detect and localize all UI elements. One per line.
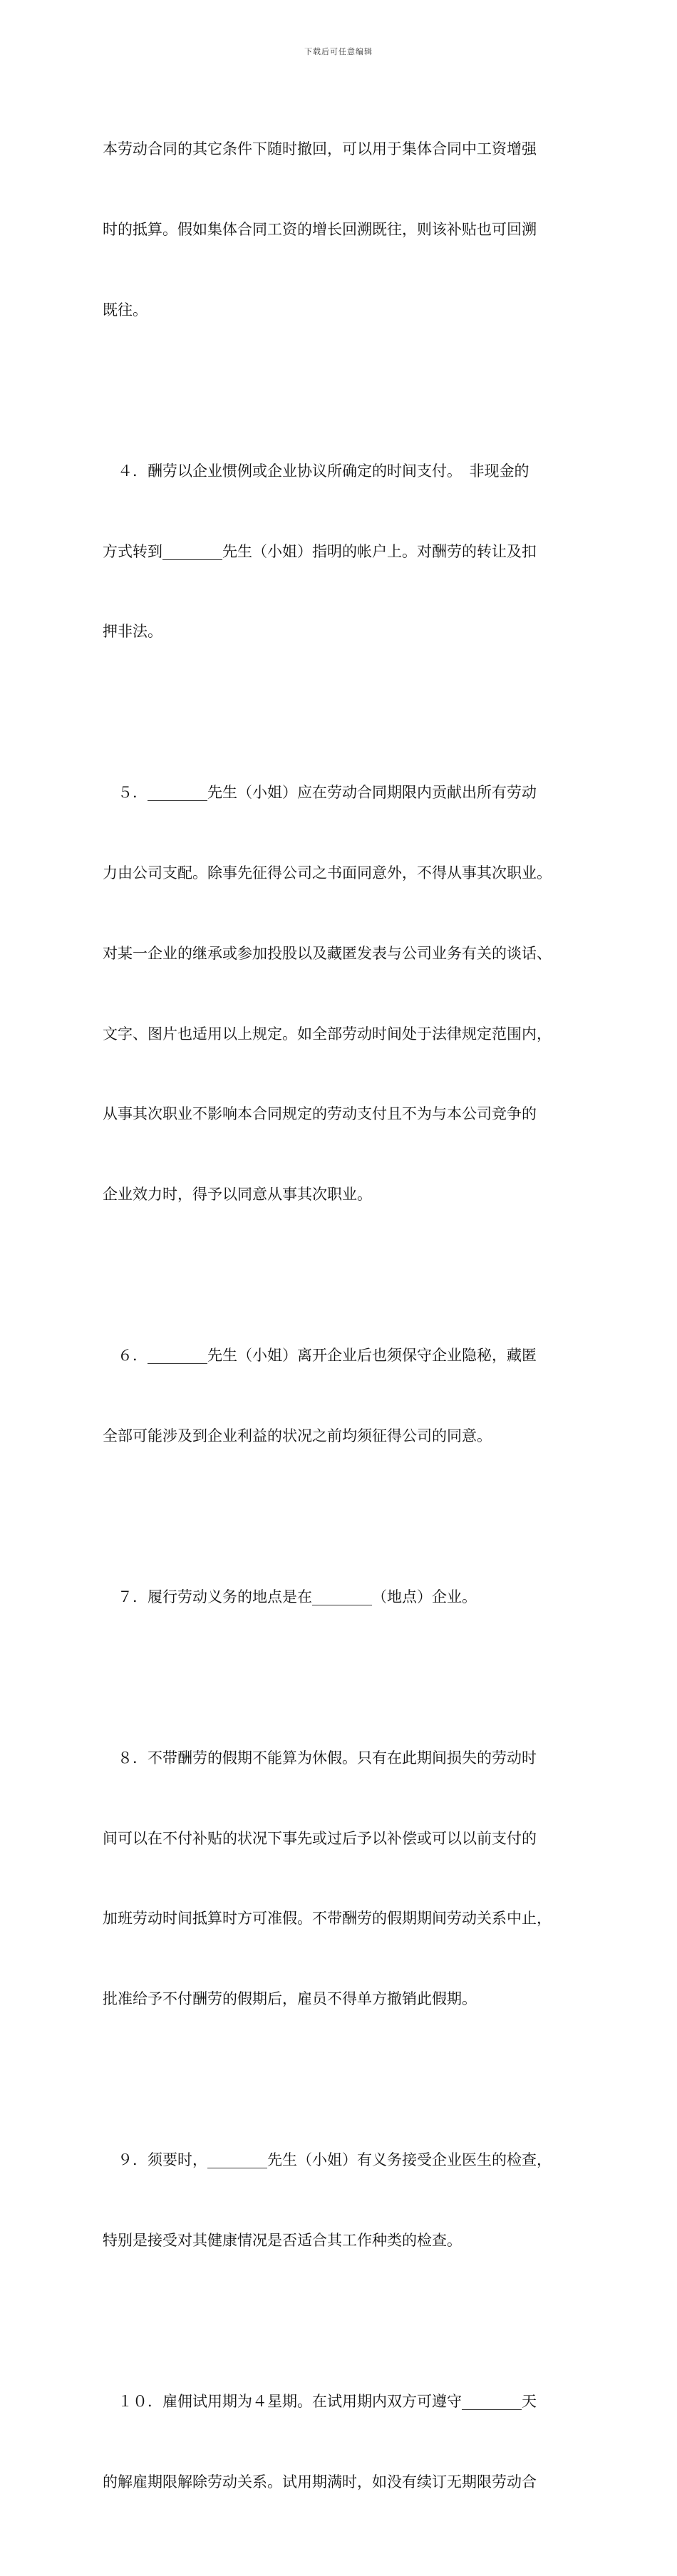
paragraph-clause-5	[103, 726, 580, 1262]
text-line: 的解雇期限解除劳动关系。试用期满时，如没有续订无期限劳动合	[103, 2473, 537, 2490]
paragraph-clause-7	[103, 1531, 580, 1665]
text-line: ４．酬劳以企业惯例或企业协议所确定的时间支付。 非现金的	[103, 462, 529, 480]
paragraph-clause-6	[103, 1289, 580, 1504]
paragraph-clause-4	[103, 405, 580, 700]
paragraph-clause-8	[103, 1692, 580, 2067]
text-line: ５．________先生（小姐）应在劳动合同期限内贡献出所有劳动	[103, 784, 537, 802]
text-line: １０．雇佣试用期为４星期。在试用期内双方可遵守________天	[103, 2392, 537, 2410]
text-line: 企业效力时，得予以同意从事其次职业。	[103, 1186, 372, 1204]
paragraph-continuation	[103, 83, 580, 378]
text-line: 时的抵算。假如集体合同工资的增长回溯既往，则该补贴也可回溯	[103, 220, 537, 238]
text-line: 从事其次职业不影响本合同规定的劳动支付且不为与本公司竞争的	[103, 1105, 537, 1123]
text-line: 间可以在不付补贴的状况下事先或过后予以补偿或可以以前支付的	[103, 1829, 537, 1847]
text-line: 本劳动合同的其它条件下随时撤回，可以用于集体合同中工资增强	[103, 140, 537, 158]
text-line: ７．履行劳动义务的地点是在________（地点）企业。	[103, 1588, 477, 1605]
text-line: 批准给予不付酬劳的假期后，雇员不得单方撤销此假期。	[103, 1990, 477, 2008]
text-line: 特别是接受对其健康情况是否适合其工作种类的检查。	[103, 2231, 462, 2249]
page-header: 下载后可任意编辑	[304, 47, 373, 56]
text-line: 既往。	[103, 301, 148, 319]
text-line: 力由公司支配。除事先征得公司之书面同意外，不得从事其次职业。	[103, 864, 552, 882]
paragraph-clause-9	[103, 2094, 580, 2308]
text-line: 方式转到________先生（小姐）指明的帐户上。对酬劳的转让及扣	[103, 542, 537, 560]
text-line: 押非法。	[103, 623, 162, 641]
text-line: ６．________先生（小姐）离开企业后也须保守企业隐秘，藏匿	[103, 1347, 537, 1365]
text-line: 文字、图片也适用以上规定。如全部劳动时间处于法律规定范围内，	[103, 1025, 552, 1043]
paragraph-clause-10	[103, 2335, 580, 2550]
text-line: 全部可能涉及到企业利益的状况之前均须征得公司的同意。	[103, 1427, 492, 1444]
text-line: 对某一企业的继承或参加投股以及藏匿发表与公司业务有关的谈话、	[103, 944, 552, 962]
document-body	[103, 83, 580, 2576]
text-line: ９．须要时，________先生（小姐）有义务接受企业医生的检查，	[103, 2151, 552, 2169]
text-line: ８．不带酬劳的假期不能算为休假。只有在此期间损失的劳动时	[103, 1749, 537, 1767]
text-line: 加班劳动时间抵算时方可准假。不带酬劳的假期期间劳动关系中止，	[103, 1910, 552, 1928]
